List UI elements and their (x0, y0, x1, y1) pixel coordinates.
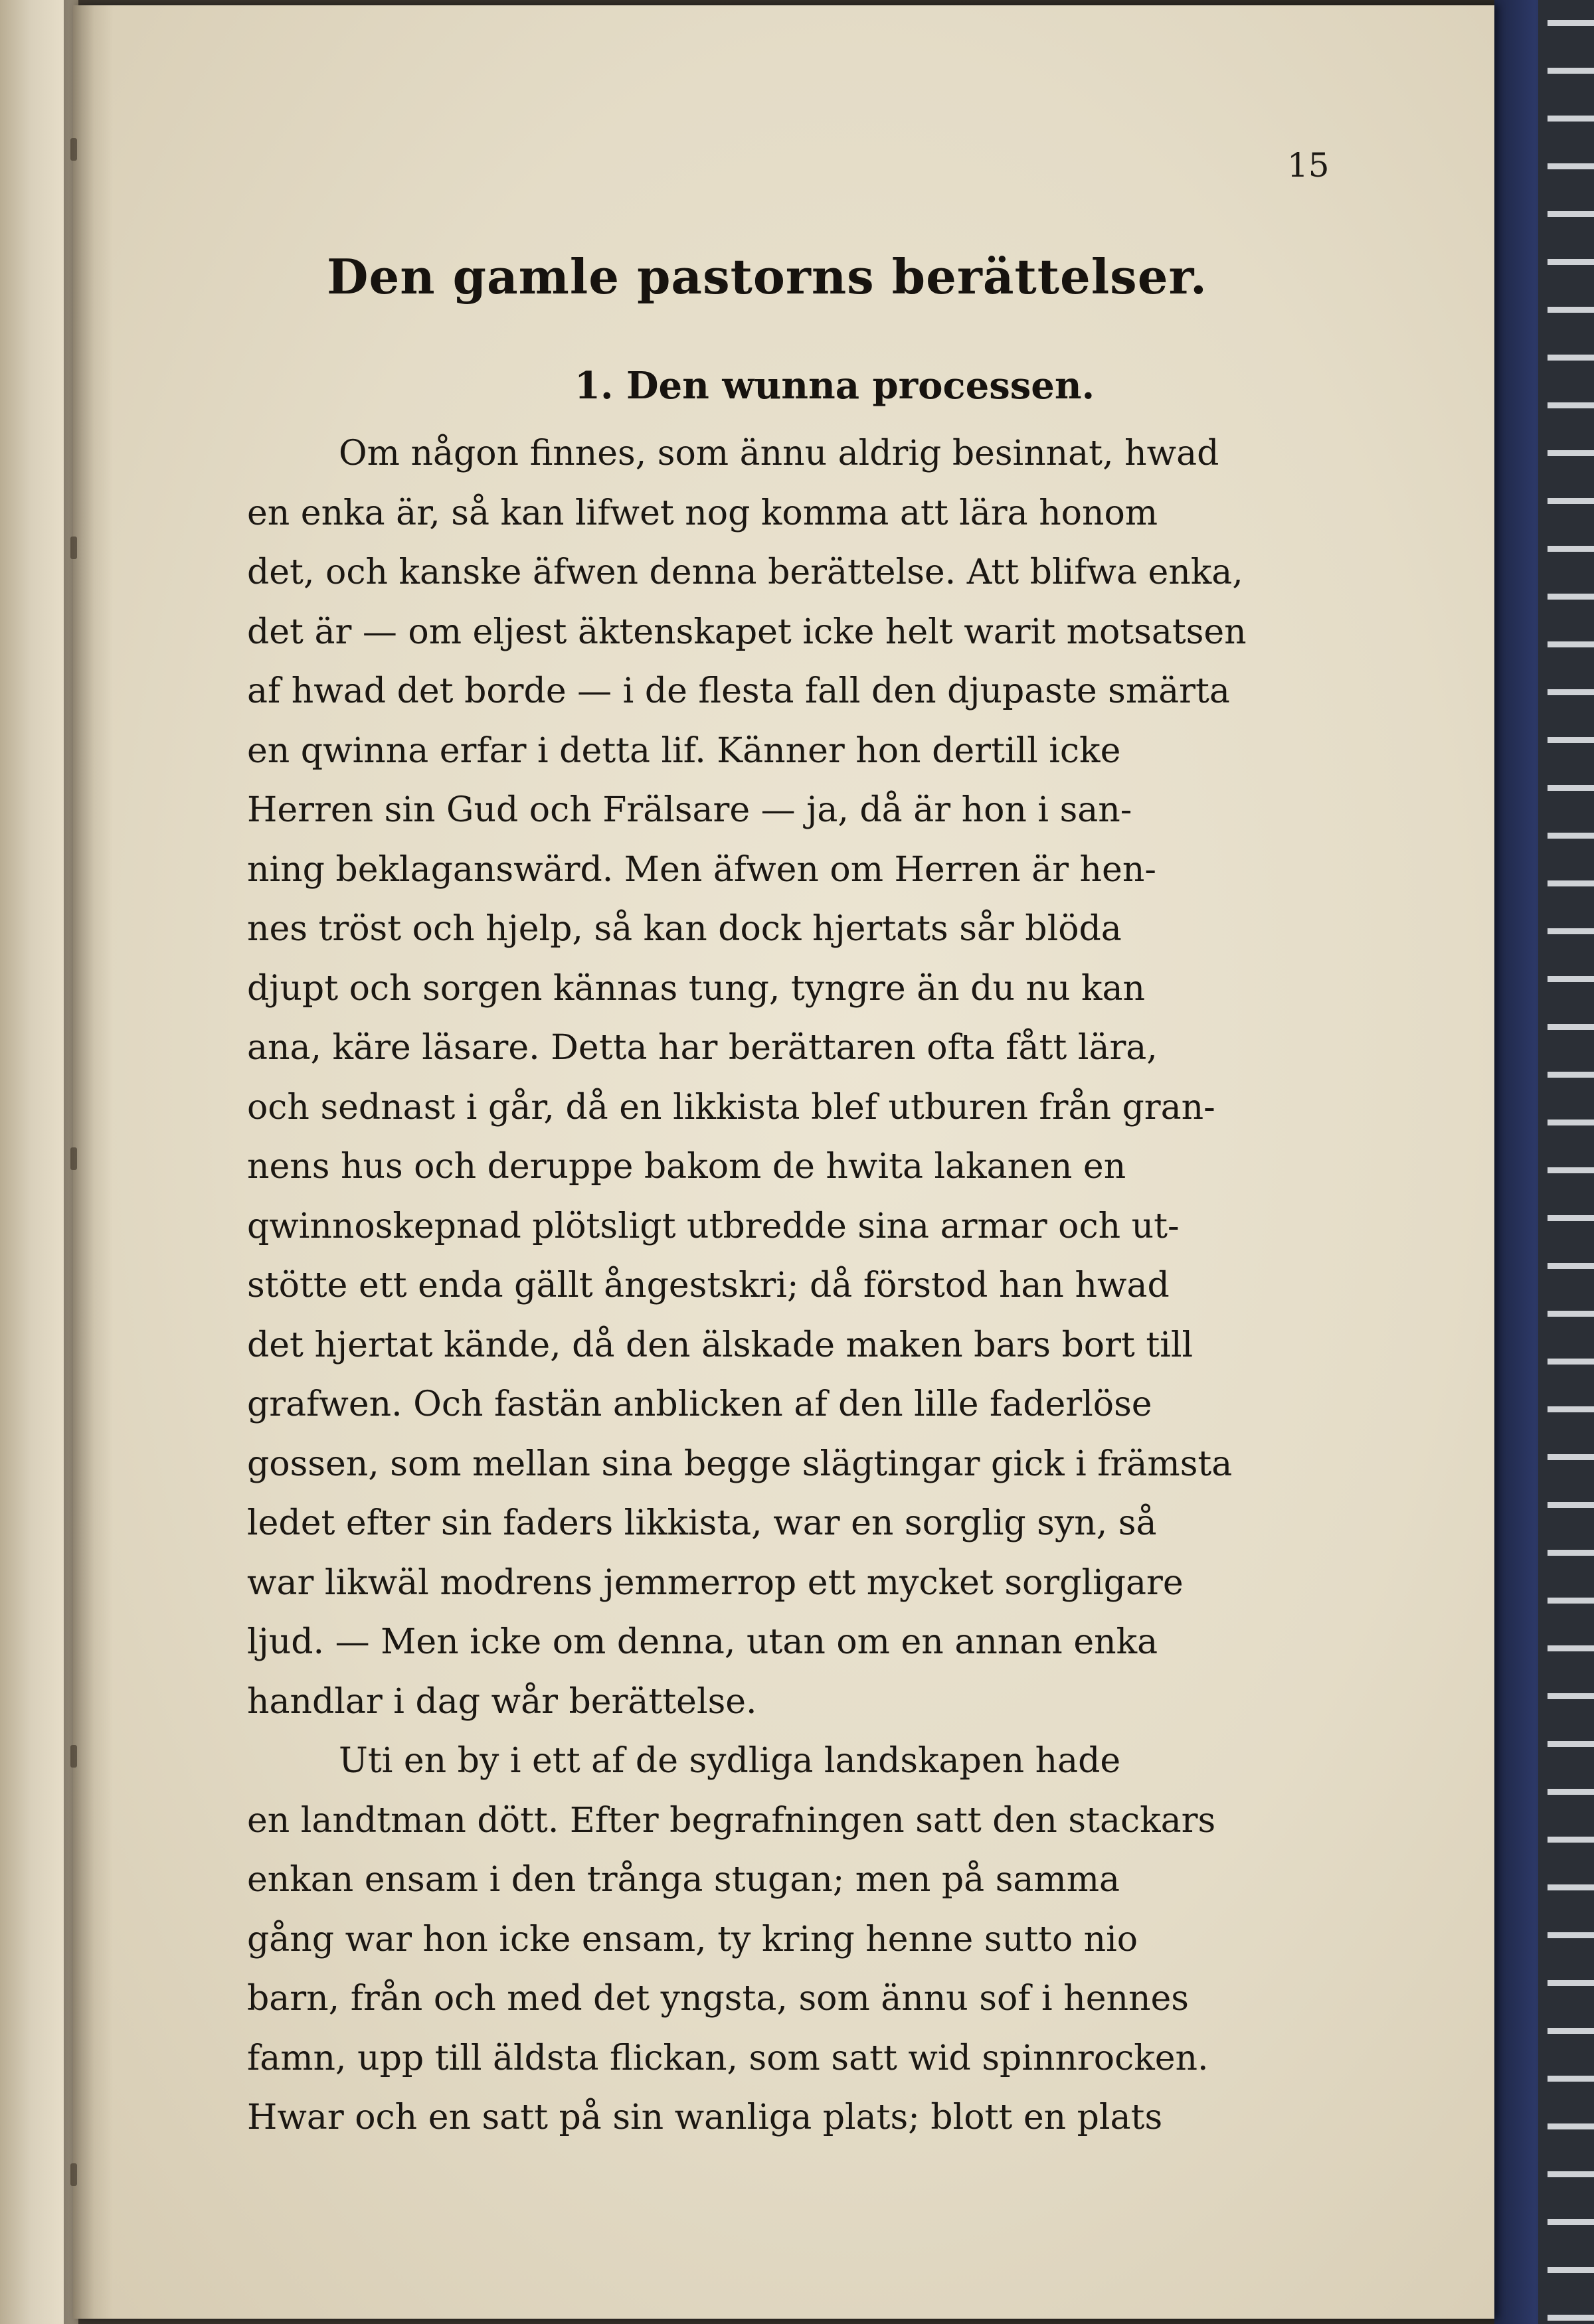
ruler-tick (1548, 1932, 1594, 1938)
text-line: det hjertat kände, då den älskade maken bars bort till (247, 1325, 1194, 1365)
text-line: Uti en by i ett af de sydliga landskapen hade (339, 1741, 1121, 1781)
text-line: gossen, som mellan sina begge slägtingar gick i främsta (247, 1444, 1233, 1484)
text-line: nes tröst och hjelp, så kan dock hjertats sår blöda (247, 909, 1122, 949)
ruler-tick (1548, 1837, 1594, 1843)
measuring-ruler (1538, 0, 1594, 2324)
ruler-tick (1548, 1598, 1594, 1604)
chapter-title: Den gamle pastorns berättelser. (327, 248, 1207, 305)
ruler-tick (1548, 1789, 1594, 1795)
text-line: djupt och sorgen kännas tung, tyngre än du nu kan (247, 968, 1145, 1009)
ruler-tick (1548, 880, 1594, 886)
ruler-tick (1548, 355, 1594, 361)
text-line: Om någon finnes, som ännu aldrig besinnat, hwad (339, 434, 1219, 473)
ruler-tick (1548, 498, 1594, 504)
book-page (73, 5, 1494, 2319)
ruler-tick (1548, 1215, 1594, 1221)
text-line: stötte ett enda gällt ångestskri; då förstod han hwad (247, 1266, 1170, 1305)
text-line: qwinnoskepnad plötsligt utbredde sina armar och ut- (247, 1206, 1180, 1246)
ruler-tick (1548, 785, 1594, 791)
page-number: 15 (1287, 146, 1330, 185)
text-line: gång war hon icke ensam, ty kring henne sutto nio (247, 1919, 1138, 1959)
ruler-tick (1548, 307, 1594, 313)
ruler-tick (1548, 689, 1594, 695)
ruler-tick (1548, 2315, 1594, 2321)
ruler-tick (1548, 1884, 1594, 1890)
text-line: enkan ensam i den trånga stugan; men på samma (247, 1860, 1120, 1900)
ruler-tick (1548, 546, 1594, 552)
text-line: famn, upp till äldsta flickan, som satt wid spinnrocken. (247, 2038, 1209, 2078)
text-line: en enka är, så kan lifwet nog komma att lära honom (247, 493, 1158, 533)
text-line: Herren sin Gud och Frälsare — ja, då är hon i san- (247, 790, 1132, 830)
page-fold-shadow (64, 0, 94, 2324)
ruler-tick (1548, 1263, 1594, 1269)
ruler-tick (1548, 641, 1594, 647)
text-line: en landtman dött. Efter begrafningen satt den stackars (247, 1800, 1216, 1841)
text-line: ning beklaganswärd. Men äfwen om Herren är hen- (247, 849, 1156, 890)
text-line: af hwad det borde — i de flesta fall den djupaste smärta (247, 671, 1230, 711)
ruler-tick (1548, 1454, 1594, 1460)
ruler-tick (1548, 2123, 1594, 2129)
ruler-tick (1548, 1024, 1594, 1030)
text-line: barn, från och med det yngsta, som ännu sof i hennes (247, 1979, 1189, 2019)
text-line: det, och kanske äfwen denna berättelse. Att blifwa enka, (247, 552, 1243, 592)
ruler-tick (1548, 2267, 1594, 2273)
text-line: grafwen. Och fastän anblicken af den lille faderlöse (247, 1384, 1152, 1424)
ruler-tick (1548, 211, 1594, 217)
ruler-tick (1548, 833, 1594, 839)
ruler-tick (1548, 594, 1594, 600)
text-line: handlar i dag wår berättelse. (247, 1681, 757, 1722)
ruler-tick (1548, 20, 1594, 26)
ruler-tick (1548, 1980, 1594, 1986)
ruler-tick (1548, 450, 1594, 456)
text-line: ljud. — Men icke om denna, utan om en annan enka (247, 1622, 1158, 1662)
ruler-tick (1548, 1645, 1594, 1651)
ruler-tick (1548, 2076, 1594, 2082)
ruler-tick (1548, 1359, 1594, 1365)
ruler-tick (1548, 737, 1594, 743)
text-line: ledet efter sin faders likkista, war en sorglig syn, så (247, 1503, 1157, 1543)
ruler-tick (1548, 1120, 1594, 1125)
ruler-tick (1548, 2171, 1594, 2177)
text-line: nens hus och deruppe bakom de hwita lakanen en (247, 1147, 1126, 1187)
text-line: och sednast i går, då en likkista blef utburen från gran- (247, 1087, 1215, 1127)
ruler-tick (1548, 928, 1594, 934)
text-line: Hwar och en satt på sin wanliga plats; blott en plats (247, 2098, 1163, 2137)
text-line: en qwinna erfar i detta lif. Känner hon dertill icke (247, 730, 1121, 771)
ruler-tick (1548, 1406, 1594, 1412)
ruler-tick (1548, 1311, 1594, 1317)
section-heading: 1. Den wunna processen. (575, 364, 1095, 408)
ruler-tick (1548, 1502, 1594, 1508)
ruler-tick (1548, 1693, 1594, 1699)
ruler-tick (1548, 2219, 1594, 2225)
text-line: det är — om eljest äktenskapet icke helt warit motsatsen (247, 612, 1247, 652)
ruler-tick (1548, 2028, 1594, 2034)
ruler-tick (1548, 163, 1594, 169)
ruler-tick (1548, 259, 1594, 265)
ruler-tick (1548, 1741, 1594, 1747)
ruler-tick (1548, 976, 1594, 982)
ruler-tick (1548, 116, 1594, 122)
text-line: ana, käre läsare. Detta har berättaren ofta fått lära, (247, 1028, 1158, 1068)
ruler-tick (1548, 1072, 1594, 1078)
text-line: war likwäl modrens jemmerrop ett mycket sorgligare (247, 1562, 1184, 1603)
ruler-tick (1548, 402, 1594, 408)
ruler-tick (1548, 1550, 1594, 1556)
ruler-tick (1548, 1167, 1594, 1173)
ruler-tick (1548, 68, 1594, 74)
